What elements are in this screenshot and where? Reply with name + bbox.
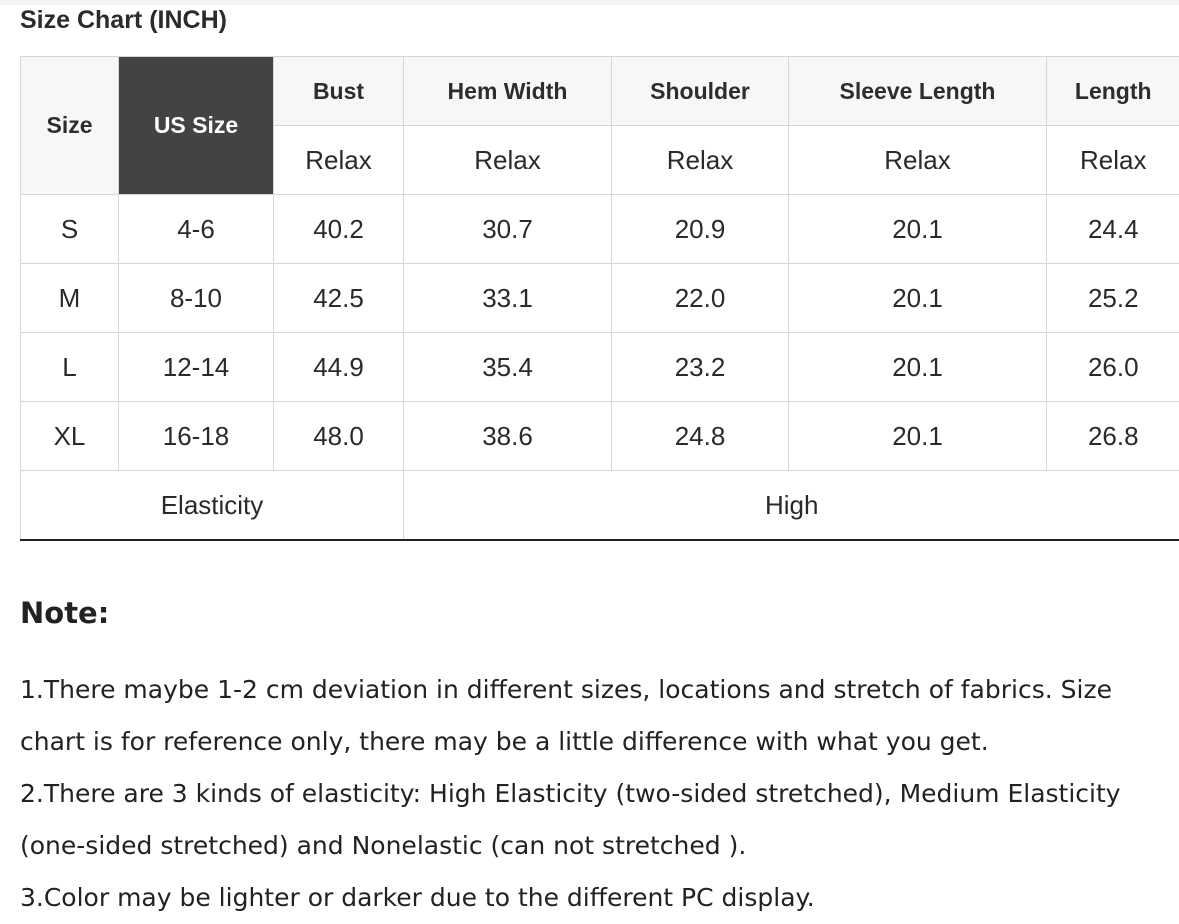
- cell-size: S: [21, 195, 119, 264]
- note-line: chart is for reference only, there may be a little difference with what you get.: [20, 716, 1170, 768]
- note-line: 3.Color may be lighter or darker due to the different PC display.: [20, 872, 1170, 924]
- note-line: 2.There are 3 kinds of elasticity: High Elasticity (two-sided stretched), Medium Elasticity: [20, 768, 1170, 820]
- cell-length: 26.0: [1047, 333, 1179, 402]
- subheader-bust: Relax: [274, 126, 404, 195]
- note-line: 1.There maybe 1-2 cm deviation in different sizes, locations and stretch of fabrics. Size: [20, 664, 1170, 716]
- cell-sleeve-length: 20.1: [789, 264, 1047, 333]
- cell-us-size: 4-6: [119, 195, 274, 264]
- size-chart-table: [20, 56, 1179, 541]
- table-row: [21, 333, 1179, 402]
- cell-size: M: [21, 264, 119, 333]
- cell-shoulder: 23.2: [612, 333, 789, 402]
- cell-sleeve-length: 20.1: [789, 333, 1047, 402]
- table-row: [21, 264, 1179, 333]
- cell-sleeve-length: 20.1: [789, 195, 1047, 264]
- header-bust: Bust: [274, 57, 404, 126]
- cell-size: L: [21, 333, 119, 402]
- header-row: [21, 57, 1179, 126]
- cell-bust: 42.5: [274, 264, 404, 333]
- subheader-sleeve-length: Relax: [789, 126, 1047, 195]
- table-row: [21, 402, 1179, 471]
- header-us-size: US Size: [119, 57, 274, 195]
- subheader-length: Relax: [1047, 126, 1179, 195]
- cell-length: 24.4: [1047, 195, 1179, 264]
- cell-hem-width: 38.6: [404, 402, 612, 471]
- cell-length: 26.8: [1047, 402, 1179, 471]
- table-row: [21, 195, 1179, 264]
- cell-shoulder: 24.8: [612, 402, 789, 471]
- header-size: Size: [21, 57, 119, 195]
- cell-bust: 48.0: [274, 402, 404, 471]
- cell-hem-width: 33.1: [404, 264, 612, 333]
- cell-us-size: 12-14: [119, 333, 274, 402]
- cell-us-size: 16-18: [119, 402, 274, 471]
- cell-size: XL: [21, 402, 119, 471]
- elasticity-label: Elasticity: [21, 471, 404, 541]
- subheader-shoulder: Relax: [612, 126, 789, 195]
- cell-sleeve-length: 20.1: [789, 402, 1047, 471]
- cell-bust: 44.9: [274, 333, 404, 402]
- cell-length: 25.2: [1047, 264, 1179, 333]
- cell-shoulder: 20.9: [612, 195, 789, 264]
- header-sleeve-length: Sleeve Length: [789, 57, 1047, 126]
- header-hem-width: Hem Width: [404, 57, 612, 126]
- subheader-hem-width: Relax: [404, 126, 612, 195]
- cell-us-size: 8-10: [119, 264, 274, 333]
- header-length: Length: [1047, 57, 1179, 126]
- elasticity-value: High: [404, 471, 1179, 541]
- chart-title: Size Chart (INCH): [20, 5, 227, 35]
- note-line: (one-sided stretched) and Nonelastic (can not stretched ).: [20, 820, 1170, 872]
- note-title: Note:: [20, 596, 1170, 630]
- cell-hem-width: 35.4: [404, 333, 612, 402]
- note-section: [20, 596, 1170, 924]
- cell-hem-width: 30.7: [404, 195, 612, 264]
- cell-bust: 40.2: [274, 195, 404, 264]
- header-shoulder: Shoulder: [612, 57, 789, 126]
- cell-shoulder: 22.0: [612, 264, 789, 333]
- elasticity-row: [21, 471, 1179, 541]
